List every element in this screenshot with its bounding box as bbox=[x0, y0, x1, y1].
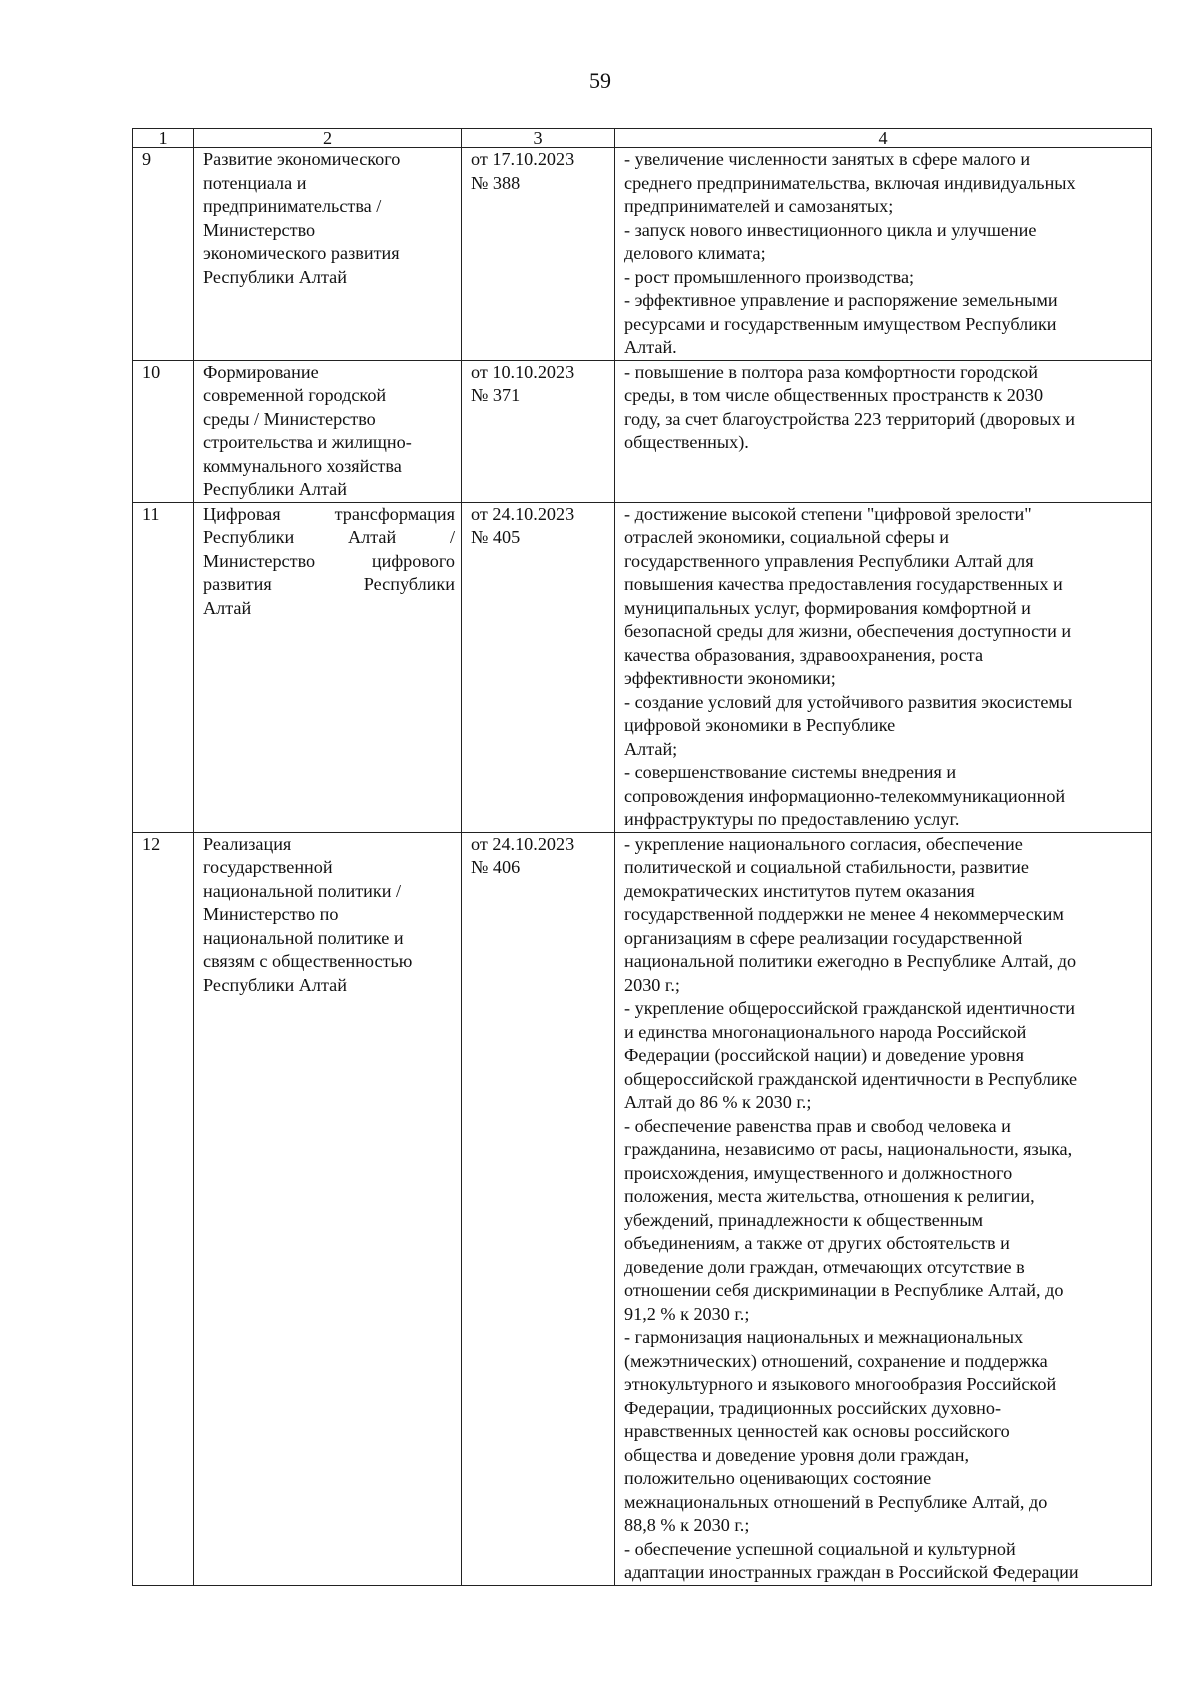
goal-line: - укрепление национального согласия, обеспечение bbox=[624, 833, 1023, 854]
goal-line: сопровождения информационно-телекоммуникационной bbox=[624, 785, 1066, 806]
column-header: 2 bbox=[194, 129, 462, 148]
goal-line: межнациональных отношений в Республике Алтай, до bbox=[624, 1491, 1048, 1512]
document-cell bbox=[462, 832, 615, 1585]
goal-line: - рост промышленного производства; bbox=[624, 266, 915, 287]
page-number: 59 bbox=[589, 68, 611, 93]
column-header: 4 bbox=[615, 129, 1152, 148]
program-line: экономического развития bbox=[203, 243, 400, 263]
program-line: Алтай bbox=[203, 597, 252, 618]
goal-line: Федерации, традиционных российских духовно- bbox=[624, 1397, 1002, 1418]
goal-line: объединениям, а также от других обстоятельств и bbox=[624, 1233, 1010, 1253]
row-number: 9 bbox=[133, 148, 194, 361]
goal-line: убеждений, принадлежности к общественным bbox=[624, 1209, 984, 1230]
table-body bbox=[133, 148, 1152, 1586]
program-line: современной городской bbox=[203, 385, 387, 405]
goal-line: государственной поддержки не менее 4 некоммерческим bbox=[624, 904, 1064, 924]
document-date: от 17.10.2023 bbox=[471, 149, 575, 169]
goal-line: отраслей экономики, социальной сферы и bbox=[624, 527, 949, 547]
goal-line: среднего предпринимательства, включая индивидуальных bbox=[624, 172, 1076, 193]
goal-line: цифровой экономики в Республике bbox=[624, 715, 896, 735]
program-line: Реализация bbox=[203, 833, 292, 854]
goal-line: инфраструктуры по предоставлению услуг. bbox=[624, 809, 960, 829]
column-header: 3 bbox=[462, 129, 615, 148]
goal-line: эффективности экономики; bbox=[624, 668, 836, 688]
goal-line: гражданина, независимо от расы, национальности, языка, bbox=[624, 1139, 1073, 1159]
goal-line: безопасной среды для жизни, обеспечения доступности и bbox=[624, 621, 1072, 641]
program-line: Республики Алтай bbox=[203, 479, 347, 499]
goal-line: среды, в том числе общественных пространств к 2030 bbox=[624, 385, 1044, 405]
document-date: от 24.10.2023 bbox=[471, 833, 575, 854]
goal-line: общества и доведение уровня доли граждан, bbox=[624, 1444, 969, 1465]
table-row bbox=[133, 832, 1152, 1585]
goal-line: и единства многонационального народа Российской bbox=[624, 1021, 1027, 1042]
program-line: Республики Алтай / bbox=[203, 527, 455, 547]
goal-line: организациям в сфере реализации государственной bbox=[624, 927, 1023, 948]
program-line: Министерство цифрового bbox=[203, 550, 455, 571]
row-number: 10 bbox=[133, 360, 194, 502]
goals-cell bbox=[615, 148, 1152, 361]
table-row bbox=[133, 148, 1152, 361]
goals-cell bbox=[615, 502, 1152, 832]
goal-line: - обеспечение равенства прав и свобод человека и bbox=[624, 1115, 1011, 1136]
goal-line: (межэтнических) отношений, сохранение и поддержка bbox=[624, 1350, 1048, 1371]
program-cell bbox=[194, 148, 462, 361]
goal-line: - достижение высокой степени "цифровой зрелости" bbox=[624, 503, 1032, 524]
goal-line: положительно оценивающих состояние bbox=[624, 1468, 932, 1488]
goal-line: происхождения, имущественного и должностного bbox=[624, 1162, 1013, 1183]
document-number: № 371 bbox=[471, 385, 521, 405]
document-number: № 406 bbox=[471, 857, 521, 877]
goal-line: Федерации (российской нации) и доведение уровня bbox=[624, 1045, 1025, 1065]
document-date: от 24.10.2023 bbox=[471, 503, 575, 524]
goal-line: - укрепление общероссийской гражданской идентичности bbox=[624, 998, 1075, 1018]
goals-cell bbox=[615, 360, 1152, 502]
program-line: развития Республики bbox=[203, 574, 455, 594]
goal-line: - увеличение численности занятых в сфере малого и bbox=[624, 149, 1031, 169]
program-line: национальной политике и bbox=[203, 927, 404, 948]
goal-line: национальной политики ежегодно в Республике Алтай, до bbox=[624, 951, 1077, 971]
goal-line: политической и социальной стабильности, развитие bbox=[624, 857, 1029, 877]
goal-line: демократических институтов путем оказания bbox=[624, 880, 975, 901]
program-cell bbox=[194, 832, 462, 1585]
table-header-row bbox=[133, 129, 1152, 148]
goal-line: качества образования, здравоохранения, роста bbox=[624, 644, 984, 665]
document-number: № 388 bbox=[471, 172, 521, 193]
goal-line: 91,2 % к 2030 г.; bbox=[624, 1303, 750, 1324]
goal-line: повышения качества предоставления государственных и bbox=[624, 574, 1063, 594]
goal-line: положения, места жительства, отношения к религии, bbox=[624, 1186, 1035, 1206]
goal-line: Алтай; bbox=[624, 738, 678, 759]
program-line: связям с общественностью bbox=[203, 951, 413, 971]
goal-line: доведение доли граждан, отмечающих отсутствие в bbox=[624, 1256, 1025, 1277]
goals-cell bbox=[615, 832, 1152, 1585]
program-line: среды / Министерство bbox=[203, 408, 376, 429]
document-cell bbox=[462, 360, 615, 502]
program-cell bbox=[194, 502, 462, 832]
goal-line: - гармонизация национальных и межнациональных bbox=[624, 1327, 1024, 1347]
goal-line: адаптации иностранных граждан в Российской Федерации bbox=[624, 1562, 1079, 1582]
programs-table bbox=[132, 128, 1152, 1586]
goal-line: ресурсами и государственным имуществом Республики bbox=[624, 313, 1057, 334]
goal-line: общероссийской гражданской идентичности в Республике bbox=[624, 1068, 1078, 1089]
document-number: № 405 bbox=[471, 527, 521, 547]
goal-line: Алтай. bbox=[624, 337, 677, 357]
program-line: строительства и жилищно- bbox=[203, 432, 412, 452]
program-line: Формирование bbox=[203, 361, 319, 382]
program-line: Развитие экономического bbox=[203, 149, 401, 169]
goal-line: делового климата; bbox=[624, 243, 766, 263]
goal-line: - запуск нового инвестиционного цикла и улучшение bbox=[624, 219, 1037, 240]
goal-line: этнокультурного и языкового многообразия Российской bbox=[624, 1374, 1057, 1394]
document-cell bbox=[462, 148, 615, 361]
goal-line: Алтай до 86 % к 2030 г.; bbox=[624, 1092, 812, 1112]
goal-line: муниципальных услуг, формирования комфортной и bbox=[624, 597, 1031, 618]
goal-line: - повышение в полтора раза комфортности городской bbox=[624, 361, 1038, 382]
program-line: потенциала и bbox=[203, 172, 307, 193]
goal-line: - совершенствование системы внедрения и bbox=[624, 762, 957, 782]
goal-line: нравственных ценностей как основы российского bbox=[624, 1421, 1010, 1441]
goal-line: 88,8 % к 2030 г.; bbox=[624, 1515, 750, 1535]
program-line: Министерство bbox=[203, 219, 316, 240]
document-cell bbox=[462, 502, 615, 832]
program-line: национальной политики / bbox=[203, 880, 402, 901]
table-row bbox=[133, 360, 1152, 502]
goal-line: 2030 г.; bbox=[624, 974, 680, 995]
table-row bbox=[133, 502, 1152, 832]
column-header: 1 bbox=[133, 129, 194, 148]
goal-line: отношении себя дискриминации в Республике Алтай, до bbox=[624, 1280, 1064, 1300]
row-number: 11 bbox=[133, 502, 194, 832]
program-line: коммунального хозяйства bbox=[203, 455, 402, 476]
goal-line: государственного управления Республики Алтай для bbox=[624, 550, 1034, 571]
goal-line: - эффективное управление и распоряжение земельными bbox=[624, 290, 1058, 310]
row-number: 12 bbox=[133, 832, 194, 1585]
program-line: Министерство по bbox=[203, 904, 339, 924]
program-line: Цифровая трансформация bbox=[203, 503, 455, 524]
program-line: Республики Алтай bbox=[203, 974, 347, 995]
program-cell bbox=[194, 360, 462, 502]
document-date: от 10.10.2023 bbox=[471, 361, 575, 382]
program-line: Республики Алтай bbox=[203, 266, 347, 287]
goal-line: предпринимателей и самозанятых; bbox=[624, 196, 894, 216]
goal-line: общественных). bbox=[624, 432, 749, 452]
goal-line: году, за счет благоустройства 223 территорий (дворовых и bbox=[624, 408, 1075, 429]
goal-line: - обеспечение успешной социальной и культурной bbox=[624, 1538, 1016, 1559]
program-line: предпринимательства / bbox=[203, 196, 382, 216]
program-line: государственной bbox=[203, 857, 333, 877]
goal-line: - создание условий для устойчивого развития экосистемы bbox=[624, 691, 1073, 712]
